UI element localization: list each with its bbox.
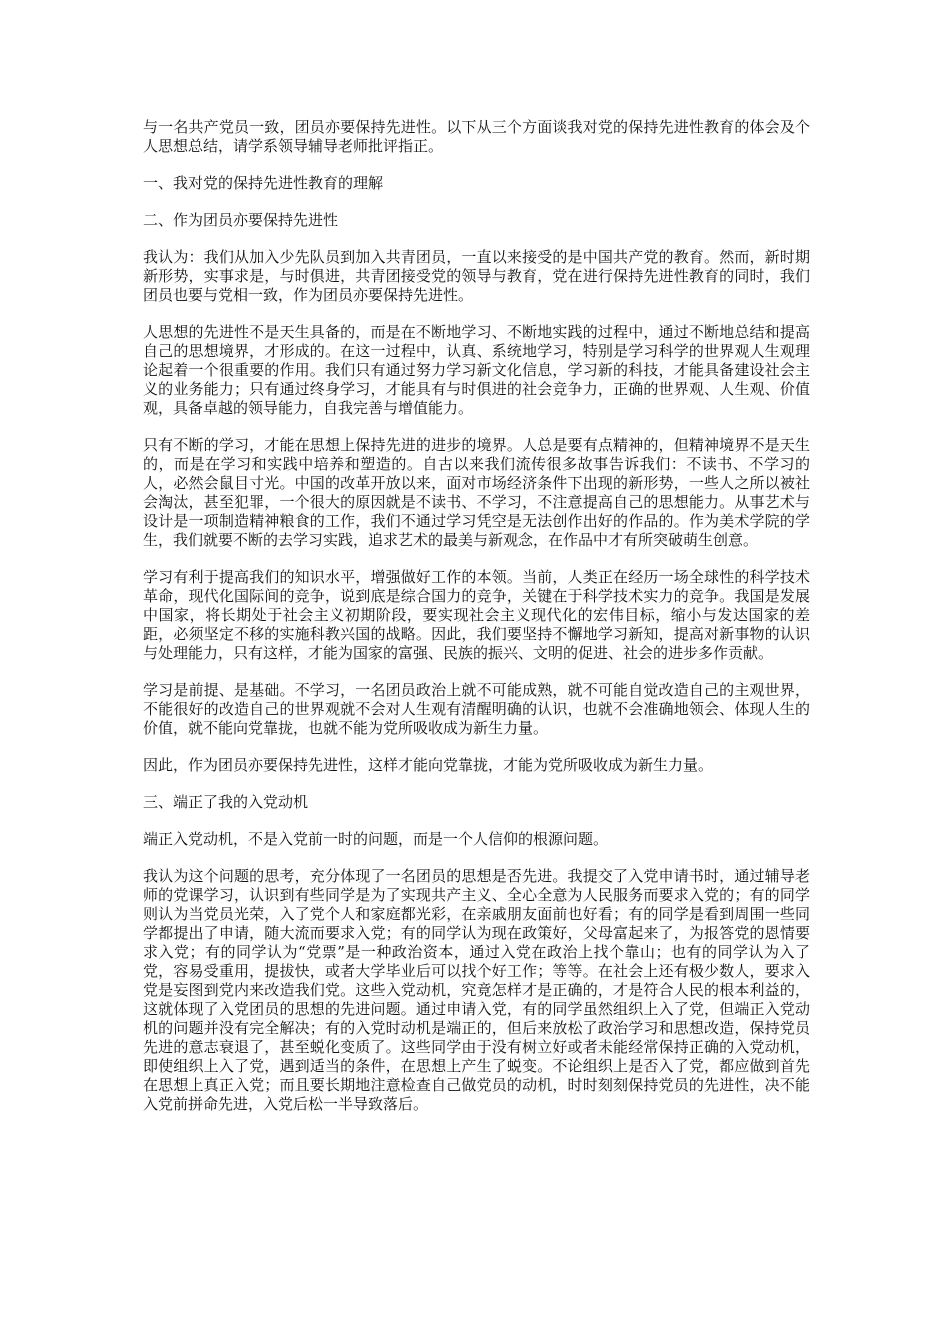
body-paragraph: 我认为：我们从加入少先队员到加入共青团员，一直以来接受的是中国共产党的教育。然而，新时期新形势，实事求是，与时俱进，共青团接受党的领导与教育，党在进行保持先进性教育的同时，我们团员也要与党相一致，作为团员亦要保持先进性。 [143,248,810,304]
intro-paragraph: 与一名共产党员一致，团员亦要保持先进性。以下从三个方面谈我对党的保持先进性教育的体会及个人思想总结，请学系领导辅导老师批评指正。 [143,118,810,155]
body-paragraph: 人思想的先进性不是天生具备的，而是在不断地学习、不断地实践的过程中，通过不断地总结和提高自己的思想境界，才形成的。在这一过程中，认真、系统地学习，特别是学习科学的世界观人生观理论起着一个很重要的作用。我们只有通过努力学习新文化信息，学习新的科技，才能具备建设社会主义的业务能力；只有通过终身学习，才能具有与时俱进的社会竞争力，正确的世界观、人生观、价值观，具备卓越的领导能力，自我完善与增值能力。 [143,323,810,417]
section-heading-3: 三、端正了我的入党动机 [143,793,309,811]
body-paragraph: 端正入党动机，不是入党前一时的问题，而是一个人信仰的根源问题。 [143,830,609,848]
body-paragraph: 只有不断的学习，才能在思想上保持先进的进步的境界。人总是要有点精神的，但精神境界不是天生的，而是在学习和实践中培养和塑造的。自古以来我们流传很多故事告诉我们：不读书、不学习的人，必然会鼠目寸光。中国的改革开放以来，面对市场经济条件下出现的新形势，一些人之所以被社会淘汰，甚至犯罪，一个很大的原因就是不读书、不学习，不注意提高自己的思想能力。从事艺术与设计是一项制造精神粮食的工作，我们不通过学习凭空是无法创作出好的作品的。作为美术学院的学生，我们就要不断的去学习实践，追求艺术的最美与新观念，在作品中才有所突破萌生创意。 [143,436,810,549]
section-heading-2: 二、作为团员亦要保持先进性 [143,211,339,229]
body-paragraph: 我认为这个问题的思考，充分体现了一名团员的思想是否先进。我提交了入党申请书时，通过辅导老师的党课学习，认识到有些同学是为了实现共产主义、全心全意为人民服务而要求入党的；有的同学则认为当党员光荣，入了党个人和家庭都光彩，在亲戚朋友面前也好看；有的同学是看到周围一些同学都提出了申请，随大流而要求入党；有的同学认为现在政策好，父母富起来了，为报答党的恩情要求入党；有的同学认为“党票”是一种政治资本，通过入党在政治上找个靠山；也有的同学认为入了党，容易受重用，提拔快，或者大学毕业后可以找个好工作；等等。在社会上还有极少数人，要求入党是妄图到党内来改造我们党。这些入党动机，究竟怎样才是正确的，才是符合人民的根本利益的，这就体现了入党团员的思想的先进问题。通过申请入党，有的同学虽然组织上入了党，但端正入党动机的问题并没有完全解决；有的入党时动机是端正的，但后来放松了政治学习和思想改造，保持党员先进的意志衰退了，甚至蜕化变质了。这些同学由于没有树立好或者未能经常保持正确的入党动机，即使组织上入了党，遇到适当的条件，在思想上产生了蜕变。不论组织上是否入了党，都应做到首先在思想上真正入党；而且要长期地注意检查自己做党员的动机，时时刻刻保持党员的先进性，决不能入党前拼命先进，入党后松一半导致落后。 [143,867,810,1113]
body-paragraph: 学习是前提、是基础。不学习，一名团员政治上就不可能成熟，就不可能自觉改造自己的主观世界，不能很好的改造自己的世界观就不会对人生观有清醒明确的认识，也就不会准确地领会、体现人生的价值，就不能向党靠拢，也就不能为党所吸收成为新生力量。 [143,681,810,737]
section-heading-1: 一、我对党的保持先进性教育的理解 [143,174,384,192]
body-paragraph: 因此，作为团员亦要保持先进性，这样才能向党靠拢，才能为党所吸收成为新生力量。 [143,756,714,774]
document-page [143,118,810,1132]
body-paragraph: 学习有利于提高我们的知识水平，增强做好工作的本领。当前，人类正在经历一场全球性的科学技术革命，现代化国际间的竞争，说到底是综合国力的竞争，关键在于科学技术实力的竞争。我国是发展中国家，将长期处于社会主义初期阶段，要实现社会主义现代化的宏伟目标，缩小与发达国家的差距，必须坚定不移的实施科教兴国的战略。因此，我们要坚持不懈地学习新知，提高对新事物的认识与处理能力，只有这样，才能为国家的富强、民族的振兴、文明的促进、社会的进步多作贡献。 [143,568,810,662]
